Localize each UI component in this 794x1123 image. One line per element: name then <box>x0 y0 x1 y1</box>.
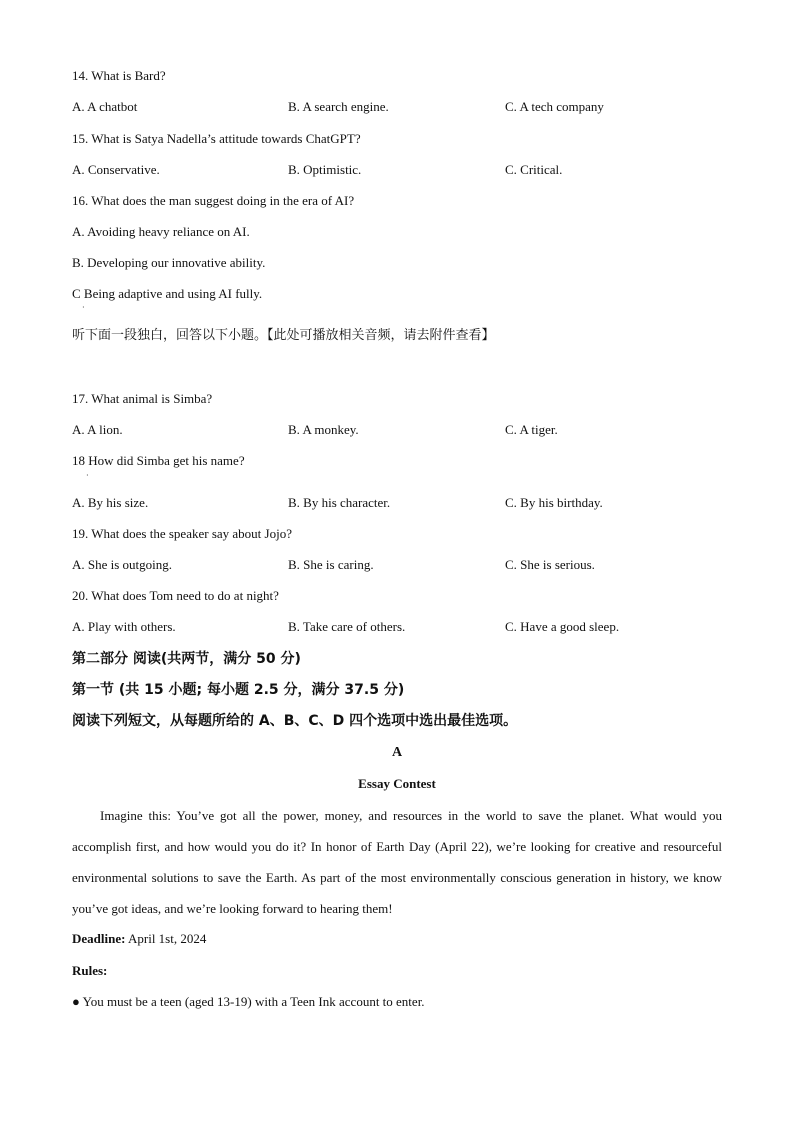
question-19-option-b: B. She is caring. <box>288 557 374 572</box>
question-17-option-c: C. A tiger. <box>505 422 558 437</box>
passage-paragraph-text: Imagine this: You’ve got all the power, money, and resources in the world to save the planet. What would you accomplish first, and how would you do it? In honor of Earth Day (April 22), we’re looking for creative and resourceful environmental solutions to save the Earth. As part of the most environmentally conscious generation in history, we know you’ve got ideas, and we’re looking forward to hearing them! <box>72 808 722 916</box>
question-16-option-c: C Being adaptive and using AI fully. <box>72 286 263 301</box>
question-20-option-a: A. Play with others. <box>72 619 176 634</box>
question-18-option-b: B. By his character. <box>288 495 391 510</box>
part-two-title: 第二部分 阅读(共两节，满分 50 分) <box>72 651 301 667</box>
question-15-option-a: A. Conservative. <box>72 162 160 177</box>
deadline-line <box>72 930 206 948</box>
deadline-label: Deadline: <box>72 931 126 946</box>
question-16-stem: 16. What does the man suggest doing in the era of AI? <box>72 193 355 208</box>
passage-letter: A <box>391 745 403 760</box>
question-15-option-c: C. Critical. <box>505 162 563 177</box>
question-18-option-a: A. By his size. <box>72 495 149 510</box>
question-17-option-b: B. A monkey. <box>288 422 359 437</box>
question-19-option-a: A. She is outgoing. <box>72 557 173 572</box>
question-18-option-c: C. By his birthday. <box>505 495 603 510</box>
reading-instruction: 阅读下列短文，从每题所给的 A、B、C、D 四个选项中选出最佳选项。 <box>72 713 518 729</box>
rules-label: Rules: <box>72 963 108 978</box>
question-18-stem: 18 How did Simba get his name? <box>72 453 245 468</box>
question-19-stem: 19. What does the speaker say about Jojo? <box>72 526 292 541</box>
question-15-stem: 15. What is Satya Nadella’s attitude towards ChatGPT? <box>72 131 361 146</box>
question-20-option-c: C. Have a good sleep. <box>505 619 620 634</box>
deadline-value: April 1st, 2024 <box>125 931 207 946</box>
stray-dot-mark: · <box>86 471 89 480</box>
monologue-instruction: 听下面一段独白，回答以下小题。【此处可播放相关音频，请去附件查看】 <box>72 328 495 343</box>
question-20-option-b: B. Take care of others. <box>288 619 406 634</box>
question-14-stem: 14. What is Bard? <box>72 68 166 83</box>
question-14-option-a: A. A chatbot <box>72 99 138 114</box>
question-14-option-b: B. A search engine. <box>288 99 389 114</box>
question-20-stem: 20. What does Tom need to do at night? <box>72 588 279 603</box>
rule-item: ● You must be a teen (aged 13-19) with a Teen Ink account to enter. <box>72 994 425 1009</box>
question-17-option-a: A. A lion. <box>72 422 123 437</box>
question-14-option-c: C. A tech company <box>505 99 604 114</box>
question-19-option-c: C. She is serious. <box>505 557 595 572</box>
question-16-option-b: B. Developing our innovative ability. <box>72 255 266 270</box>
section-one-title: 第一节 (共 15 小题; 每小题 2.5 分，满分 37.5 分) <box>72 682 405 698</box>
stray-dot-mark: · <box>82 303 85 312</box>
passage-paragraph <box>72 800 722 924</box>
question-17-stem: 17. What animal is Simba? <box>72 391 213 406</box>
question-16-option-a: A. Avoiding heavy reliance on AI. <box>72 224 250 239</box>
question-15-option-b: B. Optimistic. <box>288 162 362 177</box>
passage-title: Essay Contest <box>358 776 436 791</box>
